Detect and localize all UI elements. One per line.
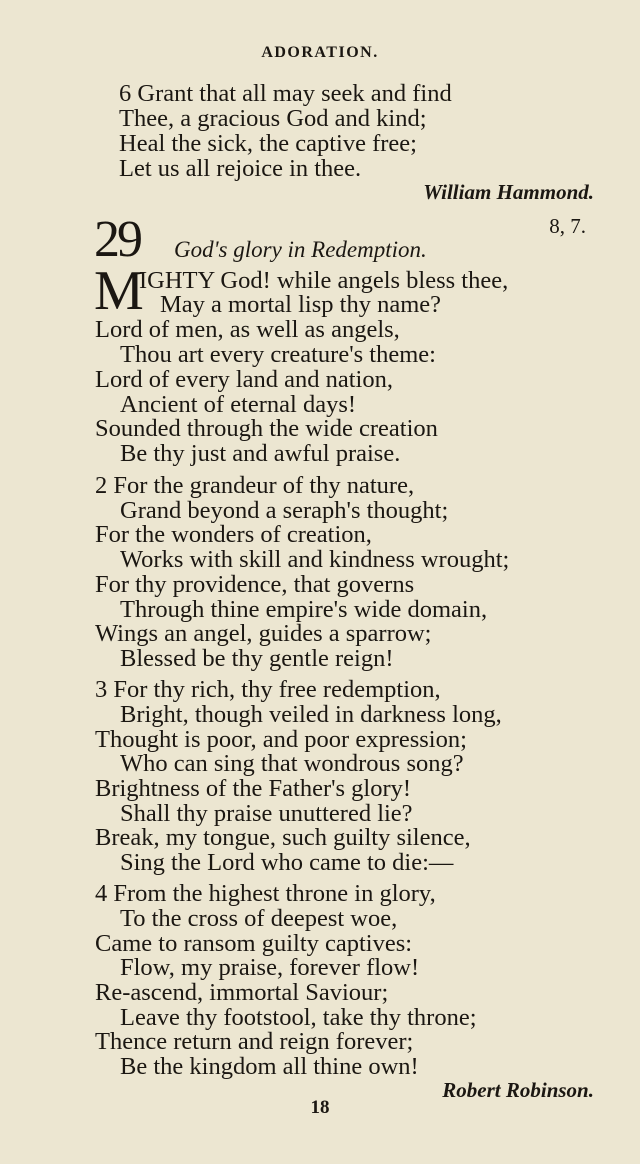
verse-line: Thou art every creature's theme:: [120, 341, 436, 368]
verse-line: May a mortal lisp thy name?: [160, 291, 441, 318]
verse-line: Sing the Lord who came to die:—: [120, 849, 454, 876]
verse-line: Be thy just and awful praise.: [120, 440, 401, 467]
verse-line: Break, my tongue, such guilty silence,: [95, 824, 471, 851]
hymn-number: 29: [94, 211, 140, 268]
verse-line: Thence return and reign forever;: [95, 1028, 414, 1055]
verse-line: Who can sing that wondrous song?: [120, 750, 464, 777]
verse-line: Ancient of eternal days!: [120, 391, 357, 418]
verse-line: Grand beyond a seraph's thought;: [120, 497, 449, 524]
author-attribution: Robert Robinson.: [442, 1078, 594, 1102]
verse-line: Came to ransom guilty captives:: [95, 930, 413, 957]
verse-line: Through thine empire's wide domain,: [120, 596, 488, 623]
hymn-meter: 8, 7.: [549, 214, 586, 238]
author-attribution: William Hammond.: [423, 180, 594, 204]
page-header: ADORATION.: [261, 44, 379, 61]
verse-line: Shall thy praise unuttered lie?: [120, 800, 413, 827]
verse-line: Flow, my praise, forever flow!: [120, 954, 420, 981]
verse-line: IGHTY God! while angels bless thee,: [139, 267, 509, 294]
verse-line: Be the kingdom all thine own!: [120, 1053, 419, 1080]
verse-line: Bright, though veiled in darkness long,: [120, 701, 502, 728]
verse-line: Thought is poor, and poor expression;: [95, 726, 467, 753]
verse-line: 4 From the highest throne in glory,: [95, 880, 436, 907]
verse-line: Lord of every land and nation,: [95, 366, 393, 393]
hymn-title: God's glory in Redemption.: [174, 237, 427, 262]
verse-line: Lord of men, as well as angels,: [95, 316, 400, 343]
verse-line: 3 For thy rich, thy free redemption,: [95, 676, 441, 703]
verse-line: Blessed be thy gentle reign!: [120, 645, 394, 672]
drop-cap: M: [94, 260, 144, 322]
verse-line: To the cross of deepest woe,: [120, 905, 398, 932]
verse-line: Re-ascend, immortal Saviour;: [95, 979, 389, 1006]
verse-line: Works with skill and kindness wrought;: [120, 546, 510, 573]
verse-line: 6 Grant that all may seek and find: [119, 80, 452, 107]
page-number: 18: [310, 1097, 330, 1118]
verse-line: Sounded through the wide creation: [95, 415, 438, 442]
verse-line: Brightness of the Father's glory!: [95, 775, 412, 802]
verse-line: For the wonders of creation,: [95, 521, 372, 548]
verse-line: Leave thy footstool, take thy throne;: [120, 1004, 477, 1031]
verse-line: For thy providence, that governs: [95, 571, 415, 598]
verse-line: Let us all rejoice in thee.: [119, 155, 362, 182]
verse-line: Heal the sick, the captive free;: [119, 130, 417, 157]
verse-line: 2 For the grandeur of thy nature,: [95, 472, 415, 499]
verse-line: Wings an angel, guides a sparrow;: [95, 620, 432, 647]
verse-line: Thee, a gracious God and kind;: [119, 105, 427, 132]
